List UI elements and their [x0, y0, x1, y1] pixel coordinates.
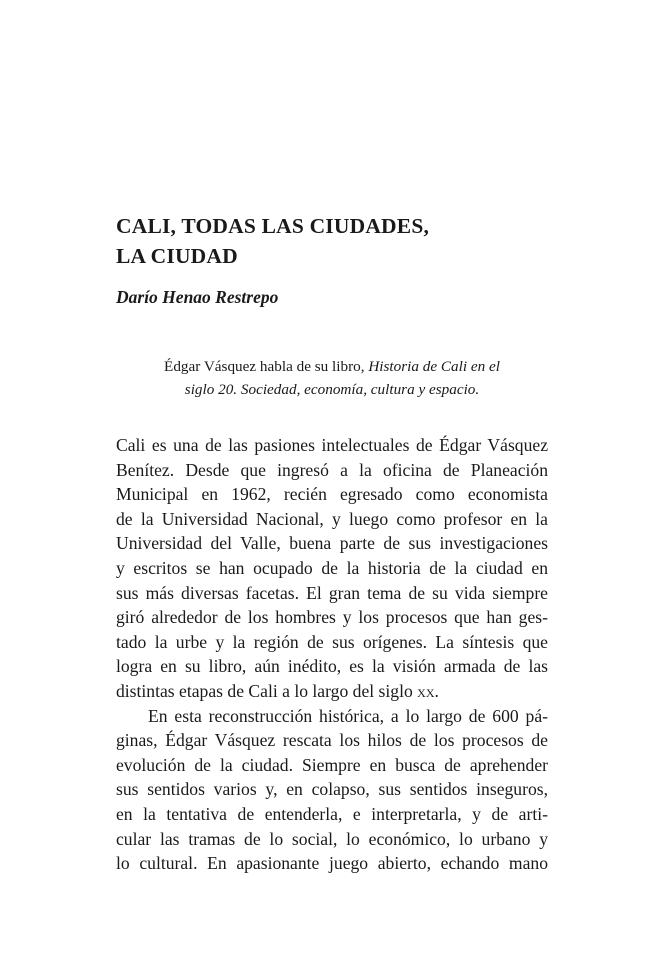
- author-name: Darío Henao Restrepo: [116, 287, 279, 307]
- paragraph-line: lo cultural. En apasionante juego abierto, echando mano: [116, 853, 548, 874]
- paragraph-line-last: [116, 679, 548, 704]
- paragraph-line: evolución de la ciudad. Siempre en busca de aprehender: [116, 754, 548, 775]
- paragraph-line: giró alrededor de los hombres y los procesos que han ges-: [116, 607, 548, 628]
- paragraph-line: ginas, Édgar Vásquez rescata los hilos de los procesos de: [116, 730, 548, 751]
- paragraph-line: y escritos se han ocupado de la historia de la ciudad en: [116, 557, 548, 578]
- paragraph-line: sus más diversas facetas. El gran tema de su vida siempre: [116, 582, 548, 603]
- epigraph: [116, 356, 548, 401]
- epigraph-line-1: [116, 356, 548, 379]
- century-numeral: xx: [417, 680, 435, 701]
- chapter-title: [116, 211, 556, 271]
- body-text: [116, 433, 548, 876]
- paragraph-line-text: distintas etapas de Cali a lo largo del siglo: [116, 680, 418, 701]
- epigraph-book-title-part-2: siglo 20. Sociedad, economía, cultura y espacio.: [184, 380, 480, 398]
- epigraph-text: Édgar Vásquez habla de su libro,: [164, 358, 369, 375]
- epigraph-book-title-part-1: Historia de Cali en el: [368, 358, 500, 375]
- paragraph-line: de la Universidad Nacional, y luego como profesor en la: [116, 508, 548, 529]
- paragraph-line: logra en su libro, aún inédito, es la visión armada de las: [116, 656, 548, 677]
- epigraph-line-2: [116, 379, 548, 402]
- paragraph-line: sus sentidos varios y, en colapso, sus sentidos inseguros,: [116, 779, 548, 800]
- paragraph-1: [116, 433, 548, 704]
- paragraph-line: Benítez. Desde que ingresó a la oficina de Planeación: [116, 459, 548, 480]
- paragraph-2: [116, 704, 548, 876]
- chapter-title-line-2: LA CIUDAD: [116, 244, 238, 268]
- paragraph-line-end: .: [434, 680, 439, 701]
- paragraph-line: en la tentativa de entenderla, e interpretarla, y de arti-: [116, 803, 548, 824]
- paragraph-line: Municipal en 1962, recién egresado como economista: [116, 484, 548, 505]
- chapter-title-line-1: CALI, TODAS LAS CIUDADES,: [116, 214, 430, 238]
- paragraph-line: Cali es una de las pasiones intelectuales de Édgar Vásquez: [116, 435, 548, 455]
- paragraph-line: Universidad del Valle, buena parte de sus investigaciones: [116, 533, 548, 554]
- paragraph-line: En esta reconstrucción histórica, a lo largo de 600 pá-: [148, 705, 548, 726]
- paragraph-line: tado la urbe y la región de sus orígenes. La síntesis que: [116, 631, 548, 652]
- paragraph-line: cular las tramas de lo social, lo económico, lo urbano y: [116, 828, 548, 849]
